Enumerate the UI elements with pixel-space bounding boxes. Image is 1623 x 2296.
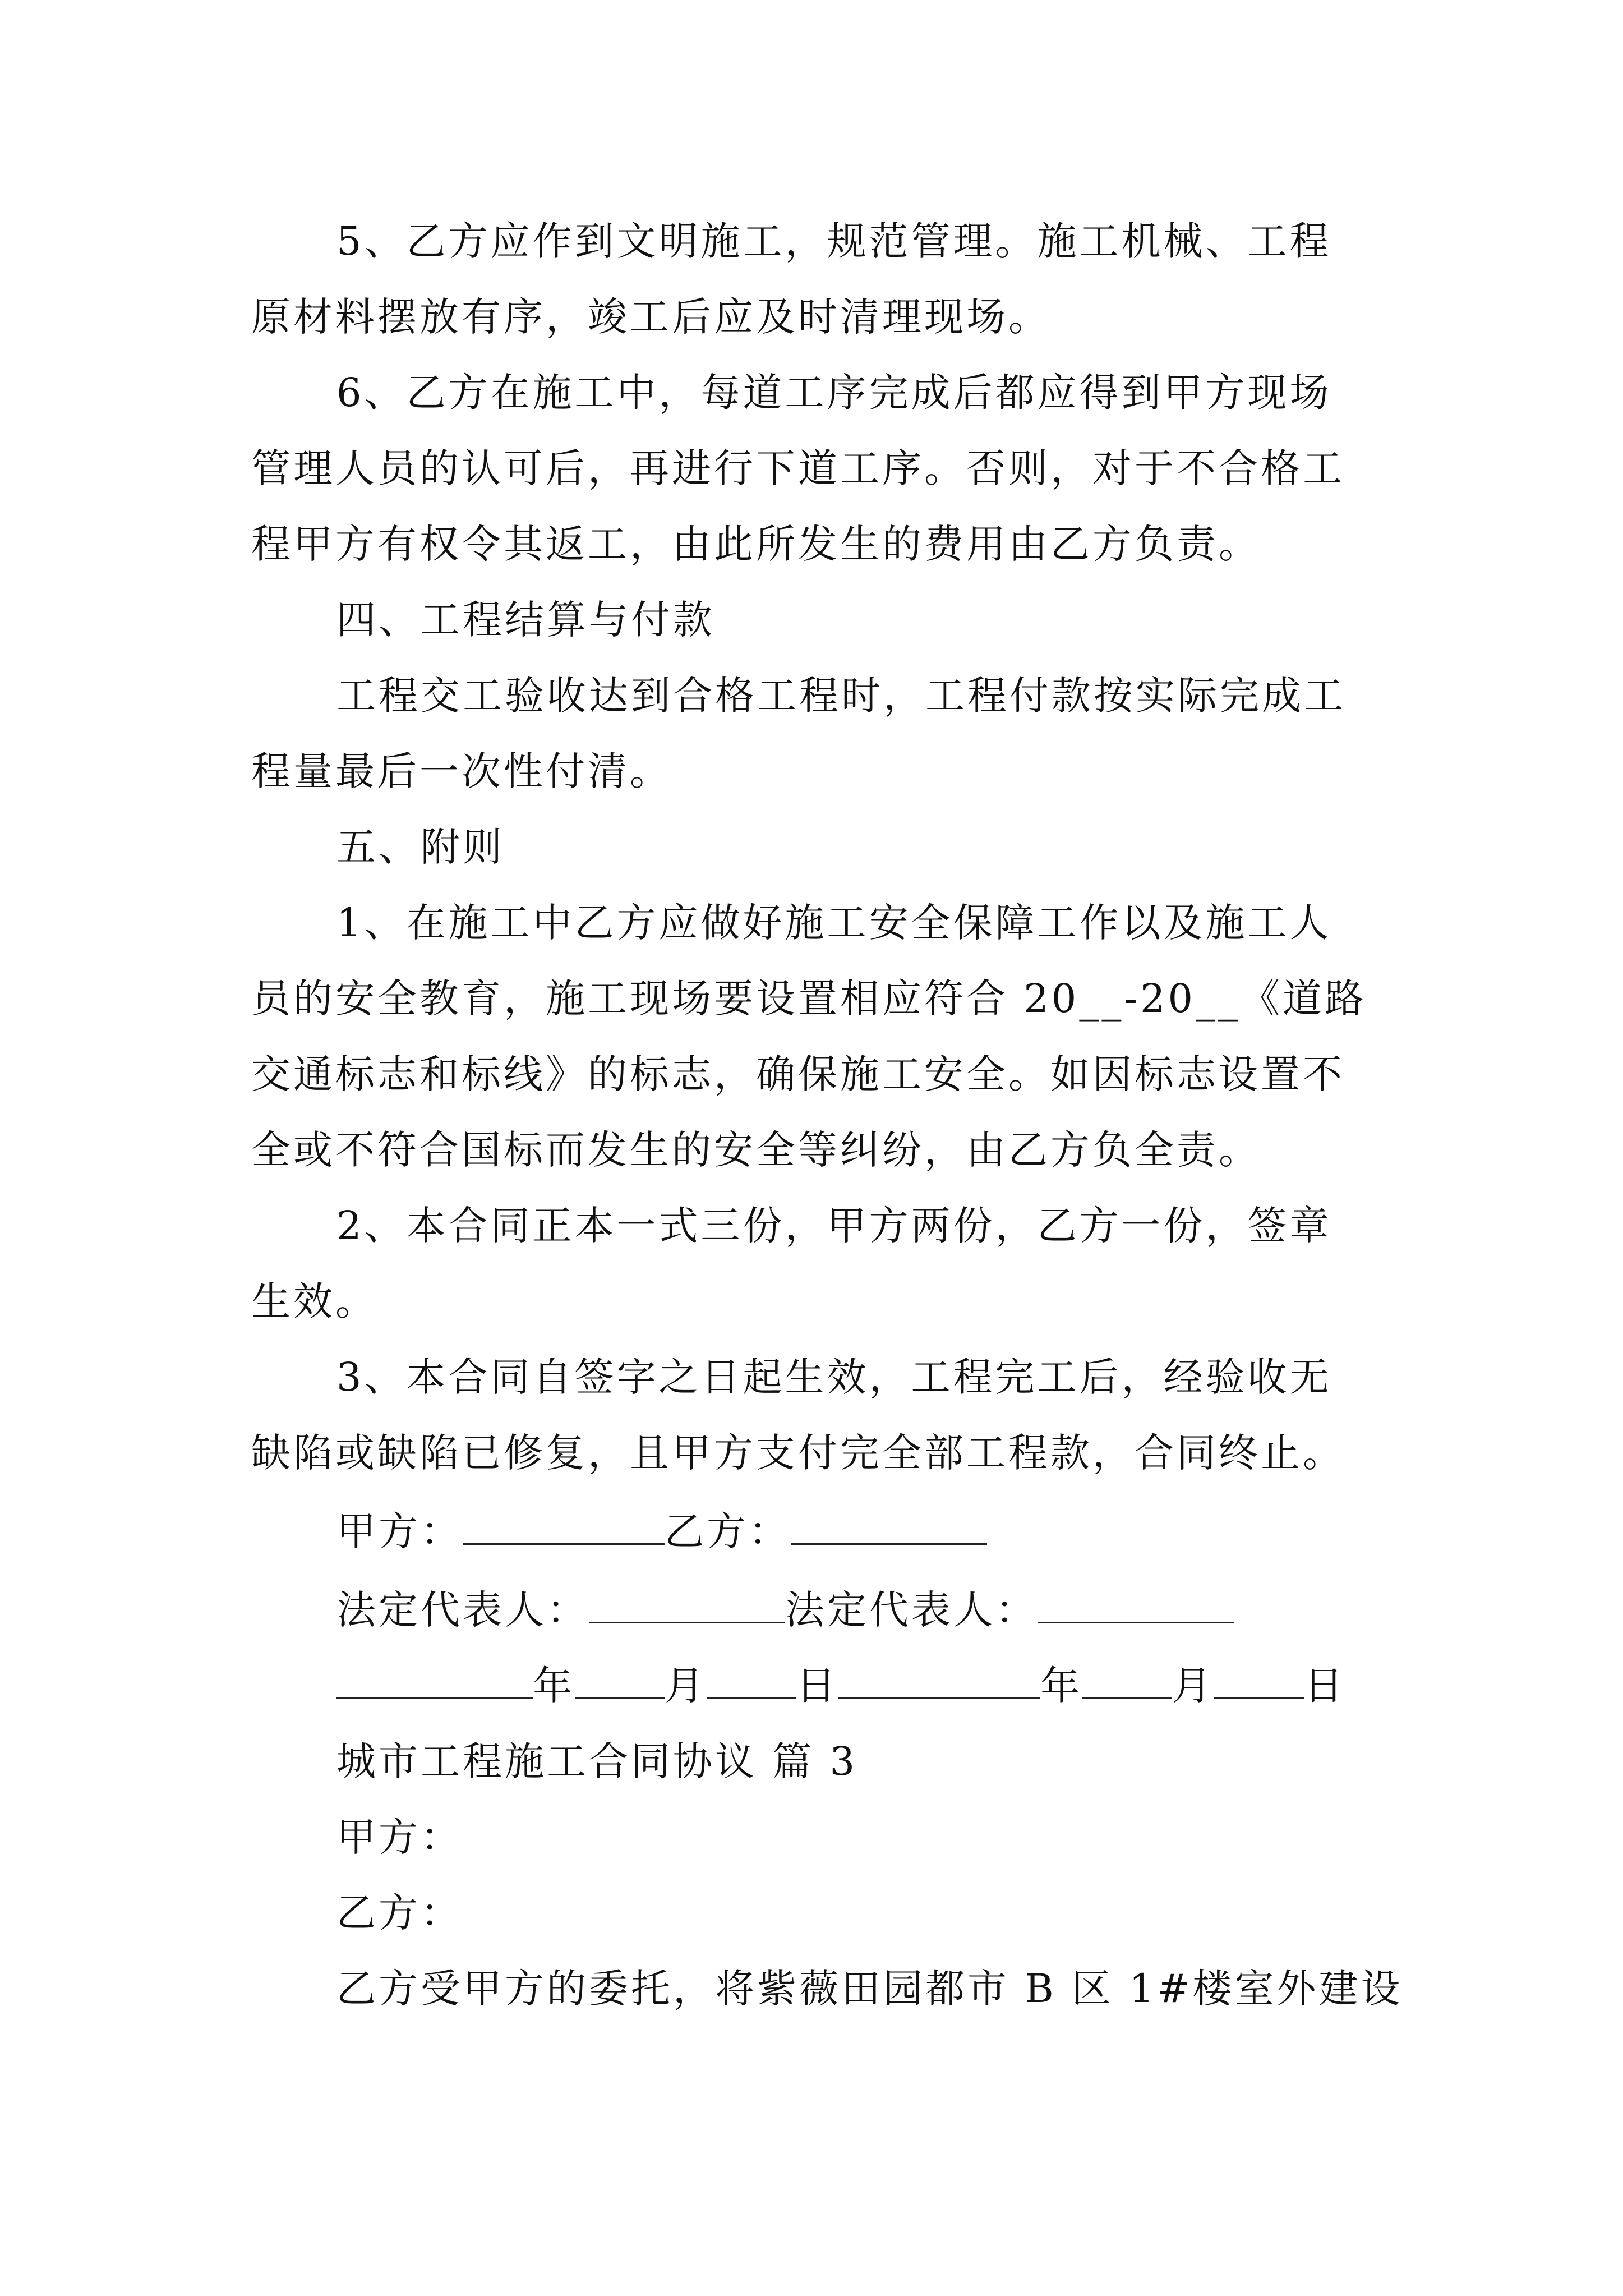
rep-a-blank bbox=[589, 1587, 785, 1623]
text-line: 原材料摆放有序，竣工后应及时清理现场。 bbox=[251, 294, 1050, 340]
month-b-label: 月 bbox=[1172, 1663, 1214, 1709]
section-title: 城市工程施工合同协议 篇 3 bbox=[336, 1738, 858, 1784]
signature-parties-line bbox=[336, 1503, 987, 1559]
month-a-label: 月 bbox=[665, 1663, 707, 1709]
section-heading: 五、附则 bbox=[336, 824, 505, 870]
text-line: 缺陷或缺陷已修复，且甲方支付完全部工程款，合同终止。 bbox=[251, 1430, 1345, 1476]
month-a-blank bbox=[575, 1663, 665, 1699]
signature-date-line bbox=[336, 1658, 1346, 1714]
text-line: 生效。 bbox=[251, 1278, 377, 1324]
rep-a-label: 法定代表人： bbox=[336, 1587, 589, 1633]
text-line: 程甲方有权令其返工，由此所发生的费用由乙方负责。 bbox=[251, 521, 1261, 567]
party-a-blank bbox=[463, 1508, 665, 1545]
year-a-blank bbox=[336, 1663, 533, 1699]
year-a-label: 年 bbox=[533, 1663, 575, 1709]
text-line: 员的安全教育，施工现场要设置相应符合 20__-20__《道路 bbox=[251, 976, 1367, 1022]
party-b-label: 乙方： bbox=[665, 1508, 791, 1554]
party-b-blank bbox=[791, 1508, 987, 1545]
text-line: 交通标志和标线》的标志，确保施工安全。如因标志设置不 bbox=[251, 1051, 1345, 1097]
text-line: 6、乙方在施工中，每道工序完成后都应得到甲方现场 bbox=[336, 370, 1332, 416]
year-b-blank bbox=[838, 1663, 1040, 1699]
rep-b-blank bbox=[1038, 1587, 1234, 1623]
party-b-line: 乙方： bbox=[336, 1890, 463, 1936]
day-b-label: 日 bbox=[1304, 1663, 1346, 1709]
year-b-label: 年 bbox=[1040, 1663, 1082, 1709]
text-line: 工程交工验收达到合格工程时，工程付款按实际完成工 bbox=[336, 673, 1346, 719]
month-b-blank bbox=[1082, 1663, 1172, 1699]
text-line: 1、在施工中乙方应做好施工安全保障工作以及施工人 bbox=[336, 900, 1332, 946]
day-a-label: 日 bbox=[796, 1663, 838, 1709]
text-line: 3、本合同自签字之日起生效，工程完工后，经验收无 bbox=[336, 1354, 1332, 1400]
text-line: 管理人员的认可后，再进行下道工序。否则，对于不合格工 bbox=[251, 445, 1345, 491]
party-a-line: 甲方： bbox=[336, 1814, 463, 1860]
day-b-blank bbox=[1214, 1663, 1304, 1699]
text-line: 乙方受甲方的委托，将紫薇田园都市 B 区 1#楼室外建设 bbox=[336, 1966, 1403, 2012]
day-a-blank bbox=[707, 1663, 796, 1699]
text-line: 2、本合同正本一式三份，甲方两份，乙方一份，签章 bbox=[336, 1203, 1332, 1249]
party-a-label: 甲方： bbox=[336, 1508, 463, 1554]
text-line: 全或不符合国标而发生的安全等纠纷，由乙方负全责。 bbox=[251, 1127, 1261, 1173]
text-line: 5、乙方应作到文明施工，规范管理。施工机械、工程 bbox=[336, 218, 1332, 264]
rep-b-label: 法定代表人： bbox=[785, 1587, 1038, 1633]
section-heading: 四、工程结算与付款 bbox=[336, 597, 715, 643]
text-line: 程量最后一次性付清。 bbox=[251, 748, 672, 794]
signature-rep-line bbox=[336, 1582, 1234, 1638]
